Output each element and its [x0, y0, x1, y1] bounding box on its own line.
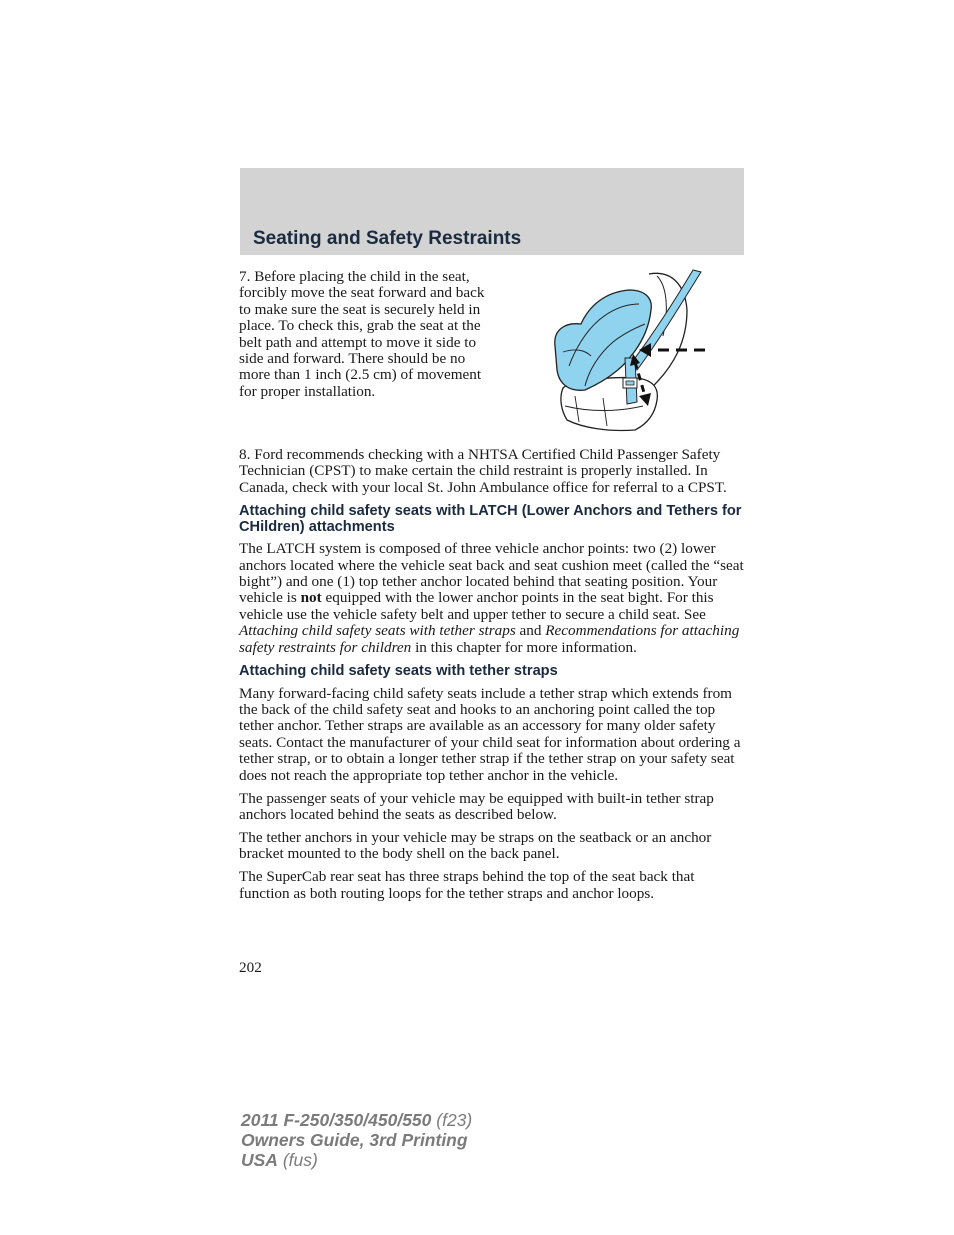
latch-text-1: The LATCH system is composed of three vehicle anchor points: two (2) lower anchors located where the vehicle seat back and seat cushion meet (called the “seat bight”) and one (1) top tether anchor located behind that seating position. Your vehicle is	[239, 540, 744, 607]
footer	[241, 1110, 472, 1170]
latch-bold-not: not	[300, 589, 322, 607]
footer-market: USA	[241, 1150, 278, 1170]
step-8-paragraph: 8. Ford recommends checking with a NHTSA Certified Child Passenger Safety Technician (CPST) to make certain the child restraint is properly installed. In Canada, check with your local St. John Ambulance office for referral to a CPST.	[239, 446, 727, 496]
latch-paragraph	[239, 541, 746, 656]
step-7-paragraph: 7. Before placing the child in the seat, forcibly move the seat forward and back to make sure the seat is securely held in place. To check this, grab the seat at the belt path and attempt to move it side to side and forward. There should be no more than 1 inch (2.5 cm) of movement for proper installation.	[239, 268, 485, 400]
latch-text-3: and	[515, 622, 546, 640]
latch-reference-recommendations: Recommendations for attaching safety restraints for children	[239, 622, 740, 656]
latch-reference-tether: Attaching child safety seats with tether straps	[239, 622, 516, 640]
main-content	[239, 447, 746, 908]
latch-text-4: in this chapter for more information.	[411, 638, 637, 656]
tether-paragraph-2: The passenger seats of your vehicle may be equipped with built-in tether strap anchors located behind the seats as described below.	[239, 789, 714, 823]
footer-market-code: (fus)	[277, 1150, 318, 1170]
section-title: Seating and Safety Restraints	[253, 228, 522, 249]
latch-text-2: equipped with the lower anchor points in the seat bight. For this vehicle use the vehicle safety belt and upper tether to secure a child seat. See	[239, 589, 714, 623]
child-seat-illustration	[545, 266, 715, 436]
tether-heading: Attaching child safety seats with tether straps	[239, 663, 558, 680]
footer-model-code: (f23)	[431, 1110, 473, 1130]
footer-model: 2011 F-250/350/450/550	[241, 1110, 432, 1130]
footer-line-3	[241, 1150, 472, 1170]
latch-heading: Attaching child safety seats with LATCH (Lower Anchors and Tethers for CHildren) attachments	[239, 503, 742, 535]
tether-paragraph-1: Many forward-facing child safety seats include a tether strap which extends from the back of the child safety seat and hooks to an anchoring point called the top tether anchor. Tether straps are available as an accessory for many older safety seats. Contact the manufacturer of your child seat for information about ordering a tether strap, or to obtain a longer tether strap if the tether strap on your safety seat does not reach the appropriate top tether anchor in the vehicle.	[239, 684, 741, 784]
footer-line-2: Owners Guide, 3rd Printing	[241, 1130, 468, 1150]
tether-paragraph-3: The tether anchors in your vehicle may be straps on the seatback or an anchor bracket mounted to the body shell on the back panel.	[239, 828, 712, 863]
footer-line-1	[241, 1110, 472, 1130]
page-number: 202	[239, 959, 262, 976]
tether-paragraph-4: The SuperCab rear seat has three straps behind the top of the seat back that function as both routing loops for the tether straps and anchor loops.	[239, 868, 695, 902]
